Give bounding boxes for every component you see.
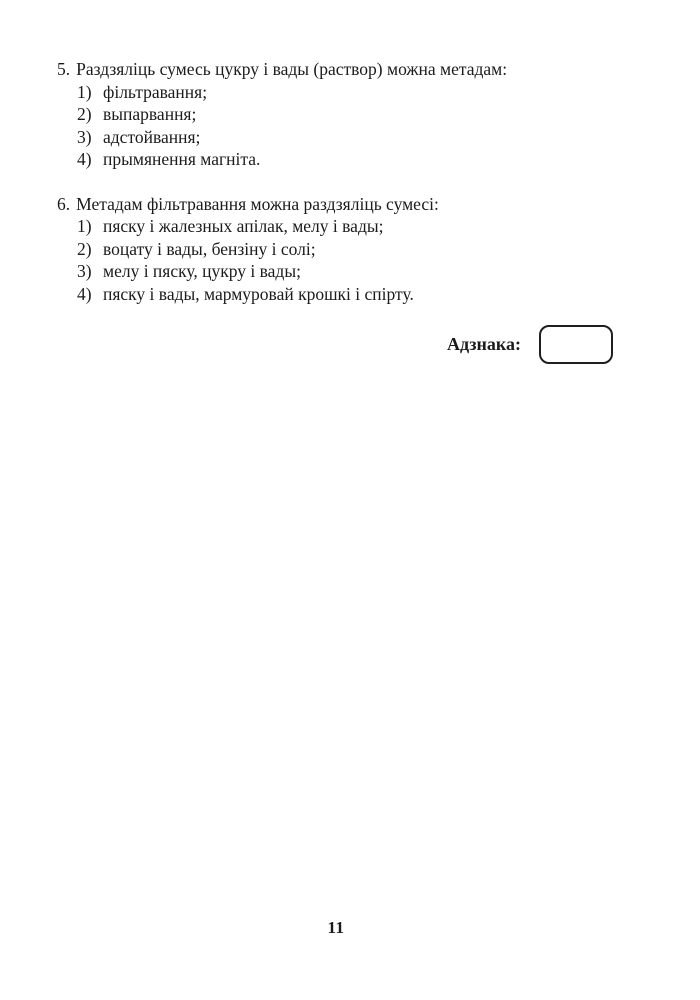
question-6-heading	[57, 193, 617, 216]
option-text: фільтравання;	[103, 81, 208, 102]
page-number: 11	[327, 918, 345, 937]
grade-box	[539, 325, 613, 364]
option-text: адстойвання;	[103, 126, 201, 147]
option	[77, 103, 617, 126]
option-text: пяску і жалезных апілак, мелу і вады;	[103, 216, 384, 236]
question-number: 6.	[57, 193, 71, 214]
question-5-heading	[57, 58, 617, 81]
option-marker: 3)	[77, 261, 92, 281]
option-text: мелу і пяску, цукру і вады;	[103, 261, 301, 281]
option-marker: 4)	[77, 149, 92, 169]
question-text: Метадам фільтравання можна раздзяліць сумесі:	[76, 193, 439, 214]
questions-area	[57, 58, 617, 364]
option	[77, 238, 617, 261]
option-marker: 2)	[77, 104, 92, 124]
question-text: Раздзяліць сумесь цукру і вады (раствор) можна метадам:	[76, 59, 508, 79]
option	[77, 81, 617, 104]
question-6	[57, 193, 617, 306]
option	[77, 148, 617, 171]
option	[77, 215, 617, 238]
question-5	[57, 58, 617, 171]
option	[77, 260, 617, 283]
question-number: 5.	[57, 59, 71, 79]
question-5-options	[77, 81, 617, 171]
option-text: прымянення магніта.	[103, 149, 261, 169]
option-marker: 2)	[77, 238, 92, 259]
option-text: выпарвання;	[103, 104, 197, 124]
option-marker: 1)	[77, 216, 92, 236]
option-text: пяску і вады, мармуровай крошкі і спірту.	[103, 283, 414, 304]
grade-row	[57, 325, 617, 364]
option	[77, 126, 617, 149]
option-marker: 3)	[77, 126, 92, 147]
question-6-options	[77, 215, 617, 305]
option	[77, 283, 617, 306]
grade-label: Адзнака:	[446, 334, 521, 355]
option-marker: 1)	[77, 81, 92, 102]
option-text: воцату і вады, бензіну і солі;	[103, 238, 316, 259]
option-marker: 4)	[77, 283, 92, 304]
